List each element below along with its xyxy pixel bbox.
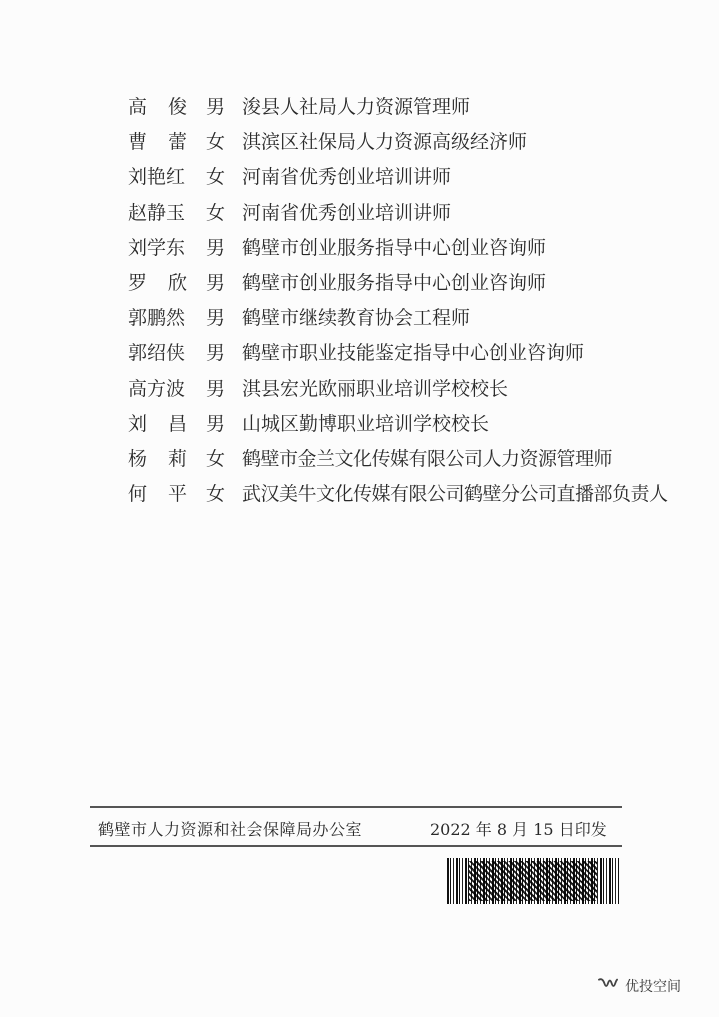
person-gender: 男 [206,412,226,435]
watermark [597,976,681,996]
footer-issuer: 鹤壁市人力资源和社会保障局办公室 [98,820,363,839]
person-gender: 男 [206,342,226,365]
roster-row [128,301,648,336]
person-title: 鹤壁市创业服务指导中心创业咨询师 [242,271,547,294]
person-title: 浚县人社局人力资源管理师 [242,96,471,118]
roster-row [128,372,648,407]
person-name: 何平 [128,483,209,506]
person-title: 淇县宏光欧丽职业培训学校校长 [242,377,509,400]
wechat-channel-icon [597,976,619,996]
roster-list [128,90,668,512]
person-name: 曹蕾 [128,131,209,154]
person-name: 刘昌 [128,412,209,435]
person-name: 杨莉 [128,447,209,470]
person-title: 鹤壁市金兰文化传媒有限公司人力资源管理师 [242,447,613,470]
person-title: 武汉美牛文化传媒有限公司鹤壁分公司直播部负责人 [242,483,668,506]
roster-row [128,160,648,195]
person-name: 郭绍侠 [128,342,186,365]
person-title: 鹤壁市继续教育协会工程师 [242,307,471,330]
person-gender: 男 [206,271,226,294]
footer-bottom-rule [90,845,622,847]
roster-row [128,407,648,442]
person-title: 河南省优秀创业培训讲师 [242,201,452,224]
roster-row [128,266,648,301]
person-name: 刘学东 [128,236,186,259]
person-gender: 女 [206,201,226,224]
footer-date: 2022 年 8 月 15 日印发 [430,820,607,839]
person-gender: 女 [206,447,226,470]
person-name: 刘艳红 [128,166,186,189]
barcode-image [447,858,619,904]
roster-row [128,231,648,266]
person-gender: 男 [206,236,226,259]
roster-row [128,125,648,160]
roster-row [128,336,648,371]
person-gender: 女 [206,483,226,506]
person-gender: 女 [206,131,226,154]
person-title: 鹤壁市创业服务指导中心创业咨询师 [242,236,547,259]
person-name: 高方波 [128,377,186,400]
person-name: 罗欣 [128,271,209,294]
person-gender: 男 [206,307,226,330]
person-title: 淇滨区社保局人力资源高级经济师 [242,131,528,154]
roster-row [128,442,648,477]
roster-row [128,196,648,231]
person-name: 赵静玉 [128,201,186,224]
footer-top-rule [90,806,622,808]
person-title: 山城区勤博职业培训学校校长 [242,412,490,435]
barcode-pattern [469,861,597,901]
person-gender: 男 [206,377,226,400]
person-name: 郭鹏然 [128,307,186,330]
person-title: 鹤壁市职业技能鉴定指导中心创业咨询师 [242,342,585,365]
roster-row [128,477,668,512]
watermark-text: 优投空间 [625,979,681,995]
roster-row [128,90,648,125]
person-gender: 男 [206,96,226,118]
person-name: 高俊 [128,96,209,118]
person-title: 河南省优秀创业培训讲师 [242,166,452,189]
person-gender: 女 [206,166,226,189]
